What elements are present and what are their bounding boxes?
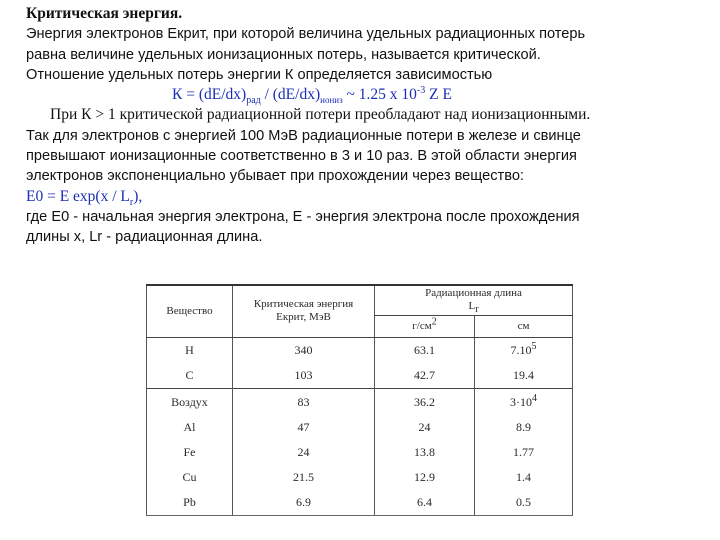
table-row bbox=[147, 490, 573, 516]
paragraph-line: где Е0 - начальная энергия электрона, Е - энергия электрона после прохождения bbox=[26, 208, 580, 225]
cell-substance: Fe bbox=[147, 440, 233, 465]
paragraph-line: Отношение удельных потерь энергии К определяется зависимостью bbox=[26, 66, 493, 83]
data-table bbox=[146, 284, 573, 516]
cell-substance: Cu bbox=[147, 465, 233, 490]
critical-energy-table bbox=[146, 284, 572, 516]
cell-critical: 24 bbox=[233, 440, 375, 465]
cell-critical: 83 bbox=[233, 389, 375, 415]
cell-g: 6.4 bbox=[375, 490, 475, 516]
section-title: Критическая энергия. bbox=[26, 5, 183, 22]
cell-critical: 6.9 bbox=[233, 490, 375, 516]
cell-substance: Воздух bbox=[147, 389, 233, 415]
paragraph-line: длины x, Lr - радиационная длина. bbox=[26, 229, 263, 246]
formula-part: E0 = E exp(x / L bbox=[26, 187, 130, 205]
table-row bbox=[147, 465, 573, 490]
paragraph-line: равна величине удельных ионизационных потерь, называется критической. bbox=[26, 46, 541, 63]
critical-ratio-formula bbox=[26, 85, 706, 105]
cell-cm: 19.4 bbox=[475, 363, 573, 389]
cell-substance: H bbox=[147, 337, 233, 363]
formula-part: К = (dE/dx) bbox=[172, 86, 247, 104]
header-critical-energy bbox=[233, 285, 375, 337]
header-critical-line1: Критическая энергия bbox=[253, 298, 354, 311]
paragraph-line: При К > 1 критической радиационной потери преобладают над ионизационными. bbox=[50, 106, 591, 124]
cell-critical: 103 bbox=[233, 363, 375, 389]
formula-part: / (dE/dx) bbox=[260, 86, 321, 104]
table-row bbox=[147, 363, 573, 389]
paragraph-line: электронов экспоненциально убывает при прохождении через вещество: bbox=[26, 168, 524, 185]
text-content bbox=[26, 4, 706, 248]
cell-g: 63.1 bbox=[375, 337, 475, 363]
cell-substance: C bbox=[147, 363, 233, 389]
paragraph-line: Так для электронов с энергией 100 МэВ радиационные потери в железе и свинце bbox=[26, 127, 581, 144]
header-radiation-length bbox=[375, 285, 573, 315]
cell-cm: 8.9 bbox=[475, 415, 573, 440]
formula-subscript: рад bbox=[246, 95, 261, 107]
cell-g: 12.9 bbox=[375, 465, 475, 490]
cell-cm: 7.10$^5$ bbox=[475, 337, 573, 363]
cell-g: 42.7 bbox=[375, 363, 475, 389]
table-row bbox=[147, 389, 573, 415]
cell-substance: Pb bbox=[147, 490, 233, 516]
cell-critical: 21.5 bbox=[233, 465, 375, 490]
header-unit-g: $г/см^2$ bbox=[375, 315, 475, 337]
header-substance: Вещество bbox=[147, 285, 233, 337]
formula-part: ), bbox=[133, 187, 143, 205]
formula-exponent: -3 bbox=[416, 85, 426, 97]
cell-cm: 1.4 bbox=[475, 465, 573, 490]
cell-critical: 340 bbox=[233, 337, 375, 363]
table-row bbox=[147, 440, 573, 465]
formula-part: Z E bbox=[425, 86, 452, 104]
table-row bbox=[147, 415, 573, 440]
formula-part: ~ 1.25 x 10 bbox=[346, 86, 417, 104]
cell-critical: 47 bbox=[233, 415, 375, 440]
cell-cm: $3\cdot 10^4$ bbox=[475, 389, 573, 415]
cell-g: 36.2 bbox=[375, 389, 475, 415]
cell-g: 24 bbox=[375, 415, 475, 440]
paragraph-line: Энергия электронов Екрит, при которой величина удельных радиационных потерь bbox=[26, 26, 586, 43]
cell-substance: Al bbox=[147, 415, 233, 440]
cell-g: 13.8 bbox=[375, 440, 475, 465]
formula-subscript: r bbox=[129, 196, 134, 208]
header-unit-cm: см bbox=[475, 315, 573, 337]
cell-cm: 0.5 bbox=[475, 490, 573, 516]
table-row bbox=[147, 337, 573, 363]
header-radlength-symbol: $L_r$ bbox=[468, 300, 479, 316]
exp-decay-formula bbox=[26, 187, 706, 207]
header-radlength-line1: Радиационная длина bbox=[425, 287, 522, 300]
paragraph-line: превышают ионизационные соответственно в 3 и 10 раз. В этой области энергия bbox=[26, 148, 577, 165]
cell-cm: 1.77 bbox=[475, 440, 573, 465]
header-critical-line2: Екрит, МэВ bbox=[276, 311, 331, 324]
formula-subscript: иониз bbox=[320, 95, 343, 106]
